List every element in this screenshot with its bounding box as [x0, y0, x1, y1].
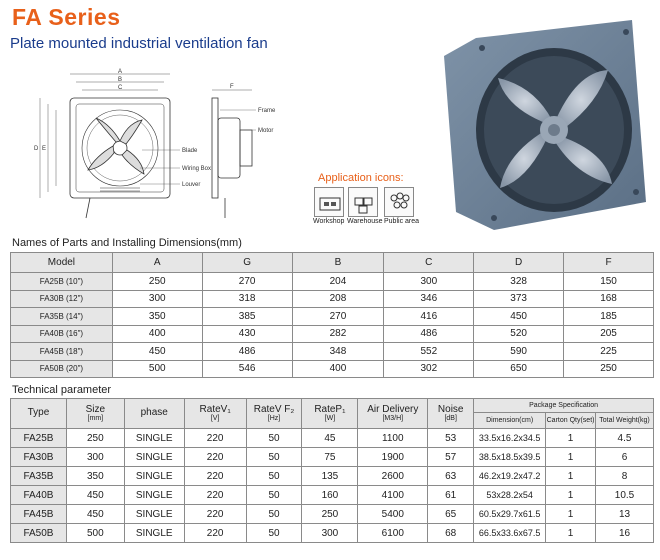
- column-header: Total Weight(kg): [596, 413, 654, 429]
- table-cell: 6100: [358, 524, 428, 543]
- table-cell: 50: [246, 467, 302, 486]
- table-cell: 50: [246, 429, 302, 448]
- column-header: A: [112, 253, 202, 273]
- table-row: [11, 505, 654, 524]
- table-cell: 8: [596, 467, 654, 486]
- table-cell: SINGLE: [124, 429, 184, 448]
- table-cell: 1100: [358, 429, 428, 448]
- model-cell: FA40B (16"): [11, 325, 113, 343]
- table-cell: 46.2x19.2x47.2: [474, 467, 546, 486]
- table-cell: 6: [596, 448, 654, 467]
- page-title: FA Series: [12, 4, 121, 30]
- table-cell: 1: [546, 448, 596, 467]
- table-cell: SINGLE: [124, 524, 184, 543]
- table-cell: 350: [112, 308, 202, 326]
- table-cell: 4100: [358, 486, 428, 505]
- table-cell: 552: [384, 343, 474, 361]
- column-header: Carton Qty(set): [546, 413, 596, 429]
- table-cell: 450: [66, 505, 124, 524]
- table-cell: 68: [428, 524, 474, 543]
- model-cell: FA30B (12"): [11, 290, 113, 308]
- table-cell: 208: [292, 290, 384, 308]
- label-frame: Frame: [258, 108, 276, 114]
- table-cell: 225: [564, 343, 654, 361]
- page-subtitle: Plate mounted industrial ventilation fan: [10, 35, 268, 52]
- table-cell: 50: [246, 486, 302, 505]
- dimensions-table-title: Names of Parts and Installing Dimensions(mm): [12, 237, 242, 249]
- table-cell: SINGLE: [124, 467, 184, 486]
- table-cell: 1: [546, 486, 596, 505]
- table-cell: 270: [292, 308, 384, 326]
- dim-letter-d: D: [34, 146, 39, 152]
- table-cell: 220: [184, 448, 246, 467]
- table-cell: 486: [384, 325, 474, 343]
- table-cell: 416: [384, 308, 474, 326]
- label-louver: Louver: [182, 182, 201, 188]
- table-cell: 4.5: [596, 429, 654, 448]
- column-header: RateV F₂ [Hz]: [246, 399, 302, 429]
- label-motor: Motor: [258, 128, 274, 134]
- column-header: Size [mm]: [66, 399, 124, 429]
- warehouse-label: Warehouse: [347, 218, 383, 225]
- type-cell: FA40B: [11, 486, 67, 505]
- table-cell: 53: [428, 429, 474, 448]
- warehouse-icon: [348, 187, 378, 217]
- table-cell: 318: [202, 290, 292, 308]
- table-cell: 486: [202, 343, 292, 361]
- table-cell: 220: [184, 429, 246, 448]
- table-row: [11, 308, 654, 326]
- table-row: [11, 325, 654, 343]
- table-cell: 61: [428, 486, 474, 505]
- public-area-icon: [384, 187, 414, 217]
- table-cell: 33.5x16.2x34.5: [474, 429, 546, 448]
- table-cell: 590: [474, 343, 564, 361]
- table-cell: 1: [546, 524, 596, 543]
- type-cell: FA25B: [11, 429, 67, 448]
- table-cell: SINGLE: [124, 505, 184, 524]
- column-header: C: [384, 253, 474, 273]
- table-cell: 5400: [358, 505, 428, 524]
- table-cell: 350: [66, 467, 124, 486]
- table-cell: 50: [246, 505, 302, 524]
- table-cell: 302: [384, 360, 474, 378]
- type-cell: FA45B: [11, 505, 67, 524]
- table-cell: 13: [596, 505, 654, 524]
- fan-drawing: [30, 68, 310, 238]
- column-header: Air Delivery [M3/H]: [358, 399, 428, 429]
- application-icons: [312, 187, 432, 237]
- table-cell: 66.5x33.6x67.5: [474, 524, 546, 543]
- public-area-label: Public area: [384, 218, 420, 225]
- table-cell: 300: [302, 524, 358, 543]
- fan-product-photo: [436, 12, 654, 234]
- table-cell: SINGLE: [124, 448, 184, 467]
- table-cell: 385: [202, 308, 292, 326]
- table-cell: 220: [184, 524, 246, 543]
- table-cell: 10.5: [596, 486, 654, 505]
- table-cell: 135: [302, 467, 358, 486]
- table-cell: 220: [184, 486, 246, 505]
- table-row: [11, 343, 654, 361]
- table-cell: 75: [302, 448, 358, 467]
- table-cell: 2600: [358, 467, 428, 486]
- table-row: [11, 448, 654, 467]
- table-cell: 205: [564, 325, 654, 343]
- column-header: phase: [124, 399, 184, 429]
- technical-header-row: [11, 399, 654, 413]
- column-header: F: [564, 253, 654, 273]
- table-cell: 1: [546, 429, 596, 448]
- table-cell: 520: [474, 325, 564, 343]
- table-cell: 45: [302, 429, 358, 448]
- table-cell: 300: [384, 273, 474, 291]
- table-cell: 53x28.2x54: [474, 486, 546, 505]
- package-spec-header: Package Specification: [474, 399, 654, 413]
- table-cell: 65: [428, 505, 474, 524]
- table-cell: SINGLE: [124, 486, 184, 505]
- dim-letter-c: C: [118, 85, 123, 91]
- table-cell: 250: [302, 505, 358, 524]
- dim-letter-e: E: [42, 146, 47, 152]
- column-header: Model: [11, 253, 113, 273]
- table-cell: 500: [66, 524, 124, 543]
- table-cell: 150: [564, 273, 654, 291]
- table-cell: 1900: [358, 448, 428, 467]
- model-cell: FA35B (14"): [11, 308, 113, 326]
- table-cell: 63: [428, 467, 474, 486]
- table-cell: 60.5x29.7x61.5: [474, 505, 546, 524]
- dimension-diagram: [30, 68, 310, 238]
- model-cell: FA45B (18"): [11, 343, 113, 361]
- table-cell: 57: [428, 448, 474, 467]
- table-cell: 328: [474, 273, 564, 291]
- table-cell: 450: [474, 308, 564, 326]
- table-cell: 430: [202, 325, 292, 343]
- table-cell: 250: [112, 273, 202, 291]
- workshop-icon: [314, 187, 344, 217]
- table-cell: 300: [112, 290, 202, 308]
- dimensions-header-row: [11, 253, 654, 273]
- table-cell: 500: [112, 360, 202, 378]
- technical-table-title: Technical parameter: [12, 384, 112, 396]
- table-cell: 220: [184, 467, 246, 486]
- table-cell: 220: [184, 505, 246, 524]
- column-header: B: [292, 253, 384, 273]
- table-cell: 204: [292, 273, 384, 291]
- column-header: G: [202, 253, 292, 273]
- table-cell: 168: [564, 290, 654, 308]
- table-row: [11, 486, 654, 505]
- table-cell: 546: [202, 360, 292, 378]
- table-cell: 400: [112, 325, 202, 343]
- table-row: [11, 467, 654, 486]
- type-cell: FA50B: [11, 524, 67, 543]
- table-cell: 450: [66, 486, 124, 505]
- table-cell: 348: [292, 343, 384, 361]
- column-header: RateP₁ [W]: [302, 399, 358, 429]
- column-header: Type: [11, 399, 67, 429]
- table-row: [11, 524, 654, 543]
- table-cell: 373: [474, 290, 564, 308]
- table-cell: 50: [246, 448, 302, 467]
- table-cell: 160: [302, 486, 358, 505]
- table-row: [11, 290, 654, 308]
- dim-letter-a: A: [118, 69, 123, 75]
- table-row: [11, 429, 654, 448]
- table-cell: 38.5x18.5x39.5: [474, 448, 546, 467]
- dim-letter-f: F: [230, 84, 234, 90]
- table-cell: 400: [292, 360, 384, 378]
- column-header: Noise [dB]: [428, 399, 474, 429]
- table-cell: 346: [384, 290, 474, 308]
- dim-letter-b: B: [118, 77, 123, 83]
- technical-table: [10, 398, 654, 543]
- dimensions-table: [10, 252, 654, 378]
- model-cell: FA50B (20"): [11, 360, 113, 378]
- label-blade: Blade: [182, 148, 198, 154]
- label-wiring-box: Wiring Box: [182, 166, 212, 172]
- table-cell: 1: [546, 505, 596, 524]
- table-cell: 50: [246, 524, 302, 543]
- table-cell: 1: [546, 467, 596, 486]
- table-cell: 270: [202, 273, 292, 291]
- type-cell: FA30B: [11, 448, 67, 467]
- table-cell: 16: [596, 524, 654, 543]
- type-cell: FA35B: [11, 467, 67, 486]
- column-header: RateV₁ [V]: [184, 399, 246, 429]
- table-row: [11, 273, 654, 291]
- workshop-label: Workshop: [313, 218, 345, 225]
- table-cell: 250: [66, 429, 124, 448]
- table-cell: 450: [112, 343, 202, 361]
- table-cell: 185: [564, 308, 654, 326]
- table-cell: 300: [66, 448, 124, 467]
- table-cell: 250: [564, 360, 654, 378]
- model-cell: FA25B (10"): [11, 273, 113, 291]
- column-header: Dimension(cm): [474, 413, 546, 429]
- table-cell: 282: [292, 325, 384, 343]
- table-row: [11, 360, 654, 378]
- application-icons-title: Application icons:: [318, 172, 404, 184]
- column-header: D: [474, 253, 564, 273]
- table-cell: 650: [474, 360, 564, 378]
